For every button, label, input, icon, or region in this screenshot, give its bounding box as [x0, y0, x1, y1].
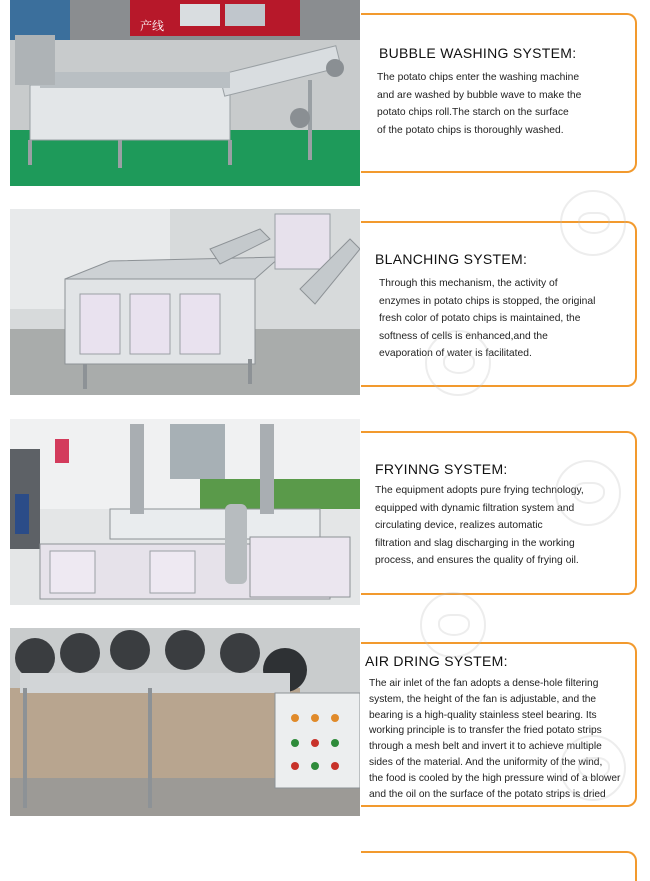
description-line: bearing is a high-quality stainless steel bearing. Its — [369, 709, 597, 721]
section-air-drying — [0, 626, 650, 816]
watermark-logo-icon — [560, 735, 626, 801]
frying-machine-photo — [10, 419, 360, 605]
description-line: sides of the material. And the uniformity of the wind, — [369, 756, 603, 768]
description-line: and are washed by bubble wave to make the — [377, 89, 582, 101]
bubble-washing-machine-photo — [10, 0, 360, 186]
description-line: evaporation of water is facilitated. — [379, 348, 532, 360]
frying-title: FRYINNG SYSTEM: — [375, 461, 508, 477]
description-line: The air inlet of the fan adopts a dense-hole filtering — [369, 678, 599, 689]
watermark-logo-icon — [560, 190, 626, 256]
section-frying — [0, 415, 650, 607]
description-line: fresh color of potato chips is maintained, the — [379, 313, 581, 325]
watermark-logo-icon — [420, 592, 486, 658]
description-line: Through this mechanism, the activity of — [379, 278, 558, 289]
description-line: potato chips roll.The starch on the surface — [377, 107, 569, 119]
description-line: process, and ensures the quality of frying oil. — [375, 555, 579, 567]
description-line: working principle is to transfer the fried potato strips — [369, 725, 602, 737]
air-drying-title: AIR DRING SYSTEM: — [365, 653, 508, 669]
bubble-washing-title: BUBBLE WASHING SYSTEM: — [379, 45, 577, 61]
description-line: circulating device, realizes automatic — [375, 520, 543, 532]
bubble-washing-card — [361, 13, 637, 173]
description-line: through a mesh belt and invert it to achieve multiple — [369, 741, 602, 753]
description-line: enzymes in potato chips is stopped, the original — [379, 295, 596, 307]
next-card-partial — [361, 851, 637, 881]
description-line: system, the height of the fan is adjustable, and the — [369, 693, 597, 705]
section-blanching — [0, 205, 650, 395]
section-next-partial — [0, 848, 650, 867]
air-drying-machine-photo — [10, 628, 360, 816]
watermark-logo-icon — [555, 460, 621, 526]
description-line: the food is cooled by the high pressure wind of a blower — [369, 772, 621, 784]
description-line: of the potato chips is thoroughly washed. — [377, 124, 564, 136]
description-line: softness of cells is enhanced,and the — [379, 330, 548, 342]
description-line: The equipment adopts pure frying technology, — [375, 485, 584, 496]
watermark-logo-icon — [425, 330, 491, 396]
section-bubble-washing — [0, 0, 650, 190]
description-line: and the oil on the surface of the potato strips is dried — [369, 788, 606, 800]
description-line: equipped with dynamic filtration system and — [375, 502, 575, 514]
bubble-washing-description — [377, 69, 629, 139]
blanching-description — [379, 275, 629, 363]
blanching-title: BLANCHING SYSTEM: — [375, 251, 528, 267]
banner-text: 产线 — [140, 19, 165, 33]
blanching-machine-photo — [10, 209, 360, 395]
description-line: filtration and slag discharging in the working — [375, 537, 575, 549]
description-line: The potato chips enter the washing machine — [377, 72, 580, 83]
